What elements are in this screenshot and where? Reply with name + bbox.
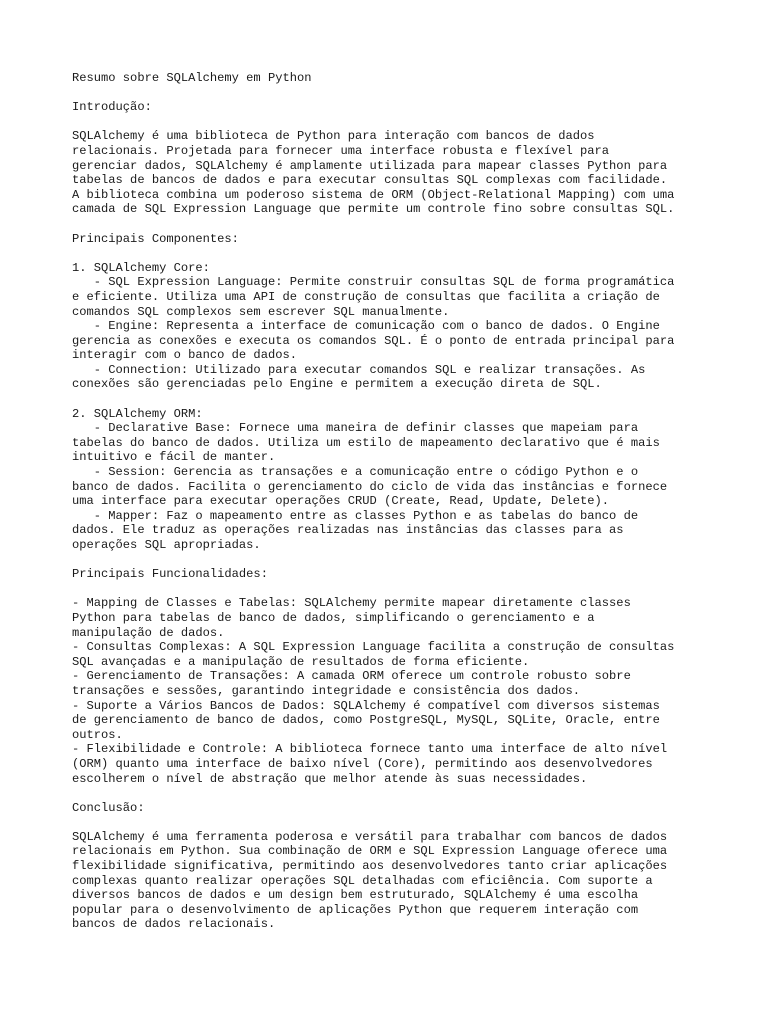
blank-line [72,86,712,101]
orm-line: - Declarative Base: Fornece uma maneira de definir classes que mapeiam para [72,421,639,436]
feature-line: manipulação de dados. [72,625,225,640]
section-heading-conclusao: Conclusão: [72,800,145,815]
subsection-heading-orm: 2. SQLAlchemy ORM: [72,406,203,421]
conclusion-line: flexibilidade significativa, permitindo aos desenvolvedores tanto criar aplicações [72,859,668,874]
conclusion-line: diversos bancos de dados e um design bem estruturado, SQLAlchemy é uma escolha [72,888,639,903]
orm-line: tabelas do banco de dados. Utiliza um estilo de mapeamento declarativo que é mais [72,435,660,450]
conclusion-line: popular para o desenvolvimento de aplicações Python que requerem interação com [72,902,639,917]
subsection-heading-core: 1. SQLAlchemy Core: [72,260,210,275]
feature-line: escolherem o nível de abstração que melhor atende às suas necessidades. [72,771,588,786]
core-line: conexões são gerenciadas pelo Engine e permitem a execução direta de SQL. [72,377,602,392]
feature-line: Python para tabelas de banco de dados, simplificando o gerenciamento e a [72,610,595,625]
core-line: - Connection: Utilizado para executar comandos SQL e realizar transações. As [72,362,646,377]
document-page [72,71,712,932]
blank-line [72,392,712,407]
conclusion-line: complexas quanto realizar operações SQL detalhadas com eficiência. Com suporte a [72,873,653,888]
conclusion-line: SQLAlchemy é uma ferramenta poderosa e versátil para trabalhar com bancos de dados [72,829,668,844]
feature-line: de gerenciamento de banco de dados, como PostgreSQL, MySQL, SQLite, Oracle, entre [72,713,660,728]
core-line: comandos SQL complexos sem escrever SQL manualmente. [72,304,450,319]
feature-line: outros. [72,727,123,742]
blank-line [72,115,712,130]
orm-line: dados. Ele traduz as operações realizadas nas instâncias das classes para as [72,523,624,538]
feature-line: - Flexibilidade e Controle: A biblioteca fornece tanto uma interface de alto nível [72,742,668,757]
core-line: e eficiente. Utiliza uma API de construção de consultas que facilita a criação de [72,289,660,304]
blank-line [72,786,712,801]
orm-line: uma interface para executar operações CRUD (Create, Read, Update, Delete). [72,494,610,509]
intro-line: SQLAlchemy é uma biblioteca de Python para interação com bancos de dados [72,129,595,144]
section-heading-funcionalidades: Principais Funcionalidades: [72,567,268,582]
orm-line: banco de dados. Facilita o gerenciamento do ciclo de vida das instâncias e fornece [72,479,668,494]
intro-line: gerenciar dados, SQLAlchemy é amplamente utilizada para mapear classes Python para [72,158,668,173]
feature-line: transações e sessões, garantindo integridade e consistência dos dados. [72,683,581,698]
intro-line: relacionais. Projetada para fornecer uma interface robusta e flexível para [72,143,610,158]
section-heading-componentes: Principais Componentes: [72,231,239,246]
feature-line: - Mapping de Classes e Tabelas: SQLAlchemy permite mapear diretamente classes [72,596,631,611]
feature-line: (ORM) quanto uma interface de baixo nível (Core), permitindo aos desenvolvedores [72,756,653,771]
orm-line: - Session: Gerencia as transações e a comunicação entre o código Python e o [72,465,639,480]
core-line: gerencia as conexões e executa os comandos SQL. É o ponto de entrada principal para [72,333,675,348]
feature-line: - Suporte a Vários Bancos de Dados: SQLAlchemy é compatível com diversos sistemas [72,698,660,713]
blank-line [72,246,712,261]
intro-line: camada de SQL Expression Language que permite um controle fino sobre consultas SQL. [72,202,675,217]
feature-line: - Consultas Complexas: A SQL Expression Language facilita a construção de consultas [72,640,675,655]
blank-line [72,815,712,830]
orm-line: - Mapper: Faz o mapeamento entre as classes Python e as tabelas do banco de [72,508,639,523]
blank-line [72,217,712,232]
orm-line: intuitivo e fácil de manter. [72,450,276,465]
document-title: Resumo sobre SQLAlchemy em Python [72,71,312,85]
feature-line: SQL avançadas e a manipulação de resultados de forma eficiente. [72,654,530,669]
core-line: interagir com o banco de dados. [72,348,297,363]
section-heading-introducao: Introdução: [72,100,152,115]
blank-line [72,553,712,568]
core-line: - SQL Expression Language: Permite construir consultas SQL de forma programática [72,275,675,290]
conclusion-line: bancos de dados relacionais. [72,917,276,932]
blank-line [72,582,712,597]
intro-line: tabelas de bancos de dados e para executar consultas SQL complexas com facilidade. [72,173,668,188]
feature-line: - Gerenciamento de Transações: A camada ORM oferece um controle robusto sobre [72,669,631,684]
conclusion-line: relacionais em Python. Sua combinação de ORM e SQL Expression Language oferece uma [72,844,668,859]
orm-line: operações SQL apropriadas. [72,538,261,552]
intro-line: A biblioteca combina um poderoso sistema de ORM (Object-Relational Mapping) com uma [72,187,675,202]
core-line: - Engine: Representa a interface de comunicação com o banco de dados. O Engine [72,319,660,334]
